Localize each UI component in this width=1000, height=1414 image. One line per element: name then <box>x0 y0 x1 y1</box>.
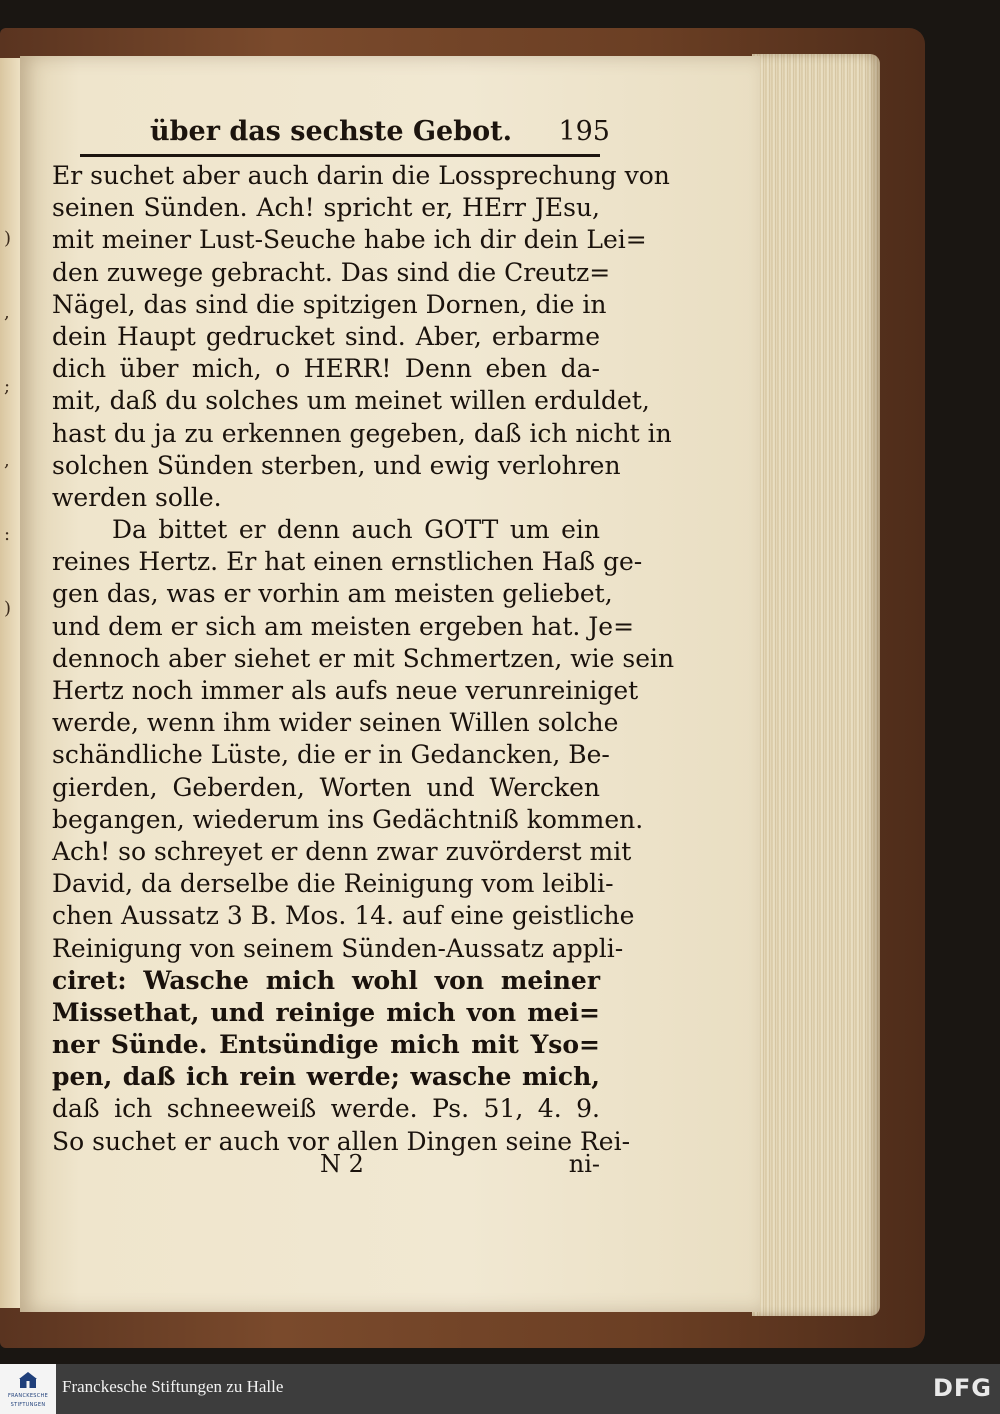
left-mark: ) <box>4 598 12 619</box>
running-title: über das sechste Gebot. <box>150 116 512 147</box>
text-line: schändliche Lüste, die er in Gedancken, Be- <box>52 740 610 770</box>
text-line: mit, daß du solches um meinet willen erduldet, <box>52 386 650 416</box>
dfg-logo[interactable]: DFG <box>932 1374 992 1402</box>
text-line-emphasis: pen, daß ich rein werde; wasche mich, <box>52 1062 600 1092</box>
text-line: den zuwege gebracht. Das sind die Creutz= <box>52 257 611 287</box>
text-line: dein Haupt gedrucket sind. Aber, erbarme <box>52 321 600 351</box>
text-line: Hertz noch immer als aufs neue verunreiniget <box>52 676 639 705</box>
text-line: chen Aussatz 3 B. Mos. 14. auf eine geistliche <box>52 901 635 931</box>
text-line: gierden, Geberden, Worten und Wercken <box>52 772 600 802</box>
text-line: Da bittet er denn auch GOTT um ein <box>112 515 600 545</box>
left-mark: , <box>4 450 10 471</box>
text-line: Nägel, das sind die spitzigen Dornen, die in <box>52 289 607 319</box>
viewer-footer-bar <box>0 1364 1000 1414</box>
page-number: 195 <box>558 116 610 147</box>
text-line: Er suchet aber auch darin die Lossprechung von <box>52 161 670 190</box>
text-line-emphasis: Missethat, und reinige mich von mei= <box>52 997 600 1027</box>
signature-mark: N 2 <box>320 1150 364 1178</box>
text-line: hast du ja zu erkennen gegeben, daß ich nicht in <box>52 418 672 448</box>
text-line: daß ich schneeweiß werde. Ps. 51, 4. 9. <box>52 1094 600 1124</box>
page-header <box>150 116 610 156</box>
left-mark: ) <box>4 228 12 249</box>
logo-text: FRANCKESCHE <box>7 1393 49 1399</box>
orphanage-logo-icon <box>18 1370 38 1390</box>
text-line: werde, wenn ihm wider seinen Willen solche <box>52 708 619 738</box>
text-line: dennoch aber siehet er mit Schmertzen, wie sein <box>52 643 675 673</box>
text-line: Reinigung von seinem Sünden-Aussatz appli- <box>52 933 624 963</box>
left-mark: ; <box>4 376 11 397</box>
text-line: werden solle. <box>52 482 222 512</box>
text-line-emphasis: ner Sünde. Entsündige mich mit Yso= <box>52 1030 600 1060</box>
text-line: So suchet er auch vor allen Dingen seine Rei- <box>52 1126 631 1156</box>
logo-text: STIFTUNGEN <box>10 1402 46 1408</box>
text-line: seinen Sünden. Ach! spricht er, HErr JEsu, <box>52 193 600 223</box>
text-line: reines Hertz. Er hat einen ernstlichen Haß ge- <box>52 547 643 577</box>
institution-logo[interactable] <box>0 1364 56 1414</box>
institution-name[interactable]: Franckesche Stiftungen zu Halle <box>62 1377 284 1396</box>
text-line-emphasis: ciret: Wasche mich wohl von meiner <box>52 965 600 995</box>
body-text <box>52 160 675 1158</box>
text-line: David, da derselbe die Reinigung vom leibli- <box>52 869 614 899</box>
text-line: und dem er sich am meisten ergeben hat. Je= <box>52 611 635 641</box>
header-rule <box>80 154 600 157</box>
left-mark: : <box>4 524 11 545</box>
page-block-edges <box>752 54 880 1316</box>
text-line: dich über mich, o HERR! Denn eben da- <box>52 354 600 384</box>
text-line: gen das, was er vorhin am meisten geliebet, <box>52 579 613 609</box>
left-page-marks <box>4 228 18 672</box>
left-mark: , <box>4 302 10 323</box>
book-page <box>20 56 760 1312</box>
text-line: mit meiner Lust-Seuche habe ich dir dein Lei= <box>52 225 647 255</box>
text-line: solchen Sünden sterben, und ewig verlohren <box>52 450 621 480</box>
text-line: begangen, wiederum ins Gedächtniß kommen. <box>52 804 644 834</box>
page-footer <box>320 1150 600 1184</box>
text-line: Ach! so schreyet er denn zwar zuvörderst mit <box>52 836 632 866</box>
catchword: ni- <box>568 1150 600 1178</box>
